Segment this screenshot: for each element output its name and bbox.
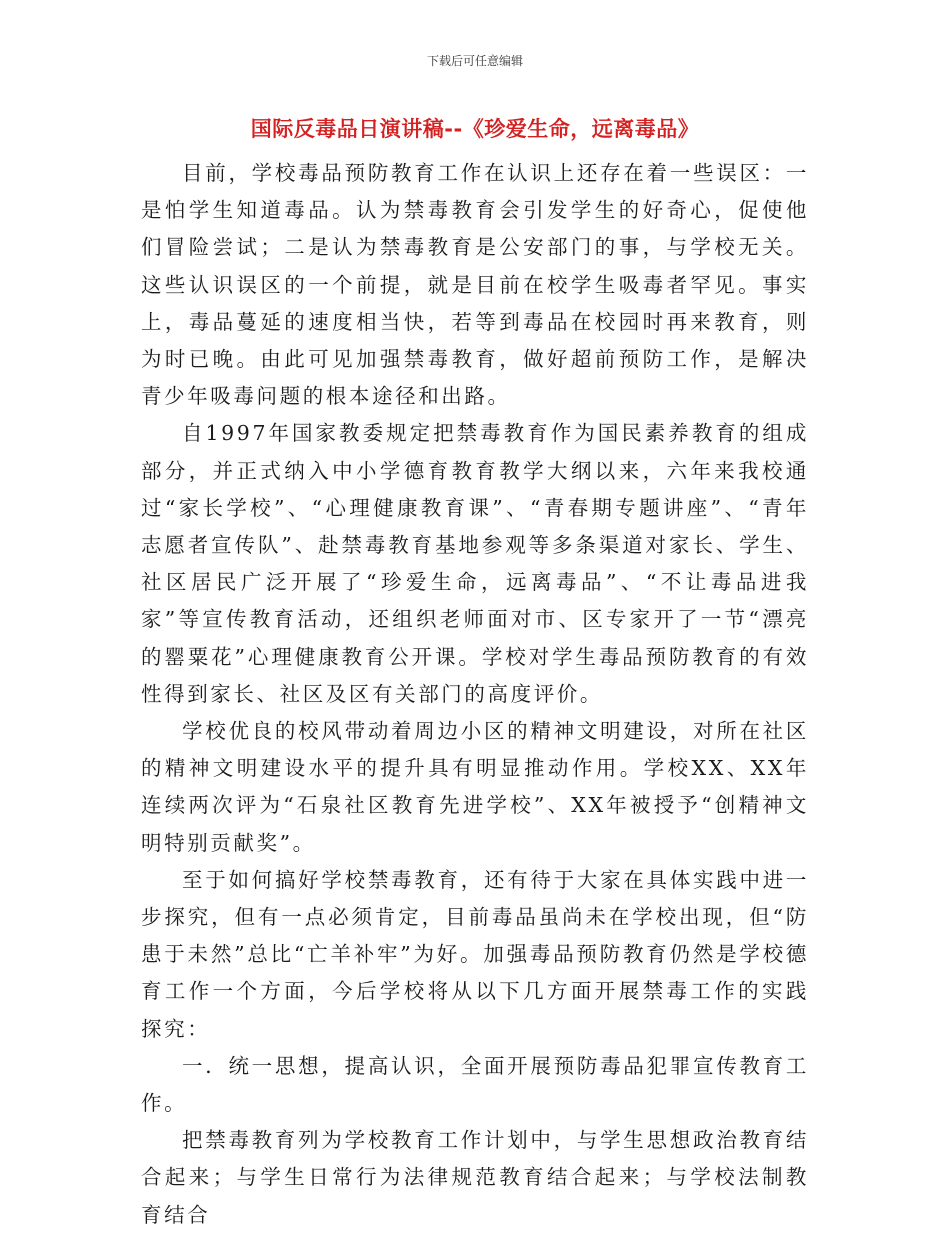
document-body <box>141 155 809 1234</box>
paragraph-3: 学校优良的校风带动着周边小区的精神文明建设，对所在社区的精神文明建设水平的提升具有明显推动作用。学校XX、XX年连续两次评为“石泉社区教育先进学校”、XX年被授予“创精神文明特别贡献奖”。 <box>141 719 809 855</box>
header-note: 下载后可任意编辑 <box>426 54 523 68</box>
paragraph-4: 至于如何搞好学校禁毒教育，还有待于大家在具体实践中进一步探究，但有一点必须肯定，目前毒品虽尚未在学校出现，但“防患于未然”总比“亡羊补牢”为好。加强毒品预防教育仍然是学校德育工作一个方面，今后学校将从以下几方面开展禁毒工作的实践探究： <box>141 867 809 1041</box>
paragraph-5: 一．统一思想，提高认识，全面开展预防毒品犯罪宣传教育工作。 <box>141 1053 809 1116</box>
paragraph-6: 把禁毒教育列为学校教育工作计划中，与学生思想政治教育结合起来；与学生日常行为法律规范教育结合起来；与学校法制教育结合 <box>141 1128 809 1227</box>
paragraph-1: 目前，学校毒品预防教育工作在认识上还存在着一些误区：一是怕学生知道毒品。认为禁毒教育会引发学生的好奇心，促使他们冒险尝试；二是认为禁毒教育是公安部门的事，与学校无关。这些认识误区的一个前提，就是目前在校学生吸毒者罕见。事实上，毒品蔓延的速度相当快，若等到毒品在校园时再来教育，则为时已晚。由此可见加强禁毒教育，做好超前预防工作，是解决青少年吸毒问题的根本途径和出路。 <box>141 161 809 409</box>
paragraph-2: 自1997年国家教委规定把禁毒教育作为国民素养教育的组成部分，并正式纳入中小学德育教育教学大纲以来，六年来我校通过“家长学校”、“心理健康教育课”、“青春期专题讲座”、“青年志愿者宣传队”、赴禁毒教育基地参观等多条渠道对家长、学生、社区居民广泛开展了“珍爱生命，远离毒品”、“不让毒品进我家”等宣传教育活动，还组织老师面对市、区专家开了一节“漂亮的罂粟花”心理健康教育公开课。学校对学生毒品预防教育的有效性得到家长、社区及区有关部门的高度评价。 <box>141 421 809 706</box>
page-title: 国际反毒品日演讲稿--《珍爱生命，远离毒品》 <box>250 117 700 141</box>
